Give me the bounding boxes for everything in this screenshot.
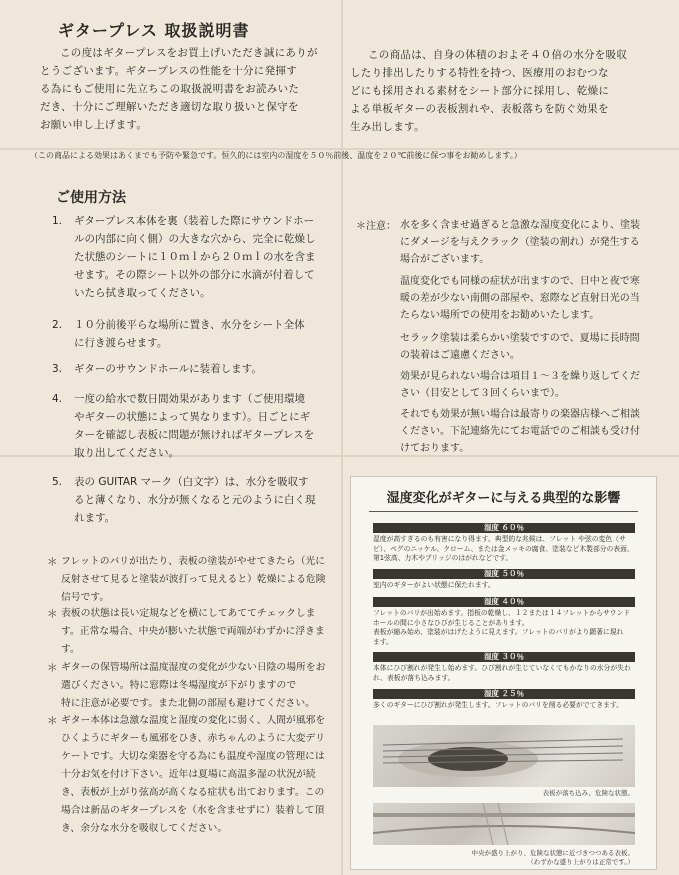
humidity-text-line: 室内のギターがよい状態に保たれます。: [373, 581, 495, 589]
intro-left: [40, 44, 335, 134]
humidity-text-line: ホールの間に小さなひびが生じることがあります。: [373, 618, 529, 627]
note-line: ギター本体は急激な温度と湿度の変化に弱く、人間が風邪を: [61, 715, 326, 726]
title-underline: [369, 511, 638, 512]
note-line: 十分お気を付け下さい。近年は夏場に高温多湿の状況が続: [61, 769, 316, 780]
note-line: ひくようにギターも風邪をひき、赤ちゃんのように大変デリ: [61, 733, 326, 744]
humidity-text-line: 多くのギターにひび割れが発生します。フレットのバリを削る必要がでてきます。: [373, 701, 623, 709]
humidity-level-bar: 湿度 ４０％: [373, 597, 635, 607]
guitar-photo-sunken-top: [373, 725, 635, 787]
caution-line: さい（目安として３回くらいまで）。: [400, 388, 565, 399]
humidity-text-line: 表板が縮み始め、塗装がはげたように見えます。フレットのバリがより顕著に現れ: [373, 628, 624, 636]
step-line: 表の GUITAR マーク（白文字）は、水分を吸収す: [74, 476, 309, 488]
intro-left-line: とうございます。ギタープレスの性能を十分に発揮す: [40, 65, 297, 77]
note-mark: ＊: [47, 715, 58, 727]
caution-line: セラック塗装は柔らかい塗装ですので、夏場に長時間: [400, 333, 640, 344]
step-line: せます。その際シート以外の部分に水滴が付着して: [74, 269, 315, 281]
intro-right-line: 生み出します。: [350, 121, 425, 133]
intro-right-line: よる単板ギターの表板割れや、表板落ちを防ぐ効果を: [350, 103, 609, 115]
step-line: 一度の給水で数日間効果があります（ご使用環境: [74, 393, 305, 405]
step-line: いたら拭き取ってください。: [74, 287, 211, 299]
note-line: 反射させて見ると塗装が波打って見えると）乾燥による危険: [61, 574, 326, 585]
step-line: た状態のシートに１０ｍｌから２０ｍｌの水を含ま: [74, 251, 316, 263]
note-line: フレットのバリが出たり、表板の塗装がやせてきたら（光に: [61, 556, 326, 567]
note-line: 特に注意が必要です。また北側の部屋も避けてください。: [61, 698, 315, 709]
step-item: [52, 212, 342, 302]
note-line: ギターの保管場所は温度湿度の変化が少ない日陰の場所をお: [61, 662, 326, 673]
humidity-level-text: [373, 609, 635, 647]
caution-line: にダメージを与えクラック（塗装の割れ）が発生する: [400, 237, 640, 248]
step-item: [52, 316, 342, 352]
humidity-text-line: 第1弦高、力木やブリッジのはがれなどです。: [373, 554, 513, 562]
caution-label: ＊注意：: [356, 221, 396, 232]
caution-line: たらない場所での使用をお勧めいたします。: [400, 310, 600, 321]
caution-line: 暖の差が少ない南側の部屋や、窓際など直射日光の当: [400, 293, 640, 304]
humidity-level-bar: 湿度 ５０％: [373, 569, 635, 579]
caption-line: 中央が盛り上がり、危険な状態に近づきつつある表板。: [471, 849, 634, 857]
caution-paragraph: [400, 217, 645, 268]
caution-paragraph: [400, 330, 645, 364]
humidity-effects-box: [350, 476, 657, 870]
step-number: 2.: [52, 319, 63, 331]
step-number: 5.: [52, 476, 63, 488]
step-line: ルの内部に向く側）の大きな穴から、完全に乾燥し: [74, 233, 316, 245]
humidity-level-text: [373, 535, 635, 564]
step-line: ギターのサウンドホールに装着します。: [74, 363, 262, 375]
note-mark: ＊: [47, 556, 58, 568]
intro-right: [350, 46, 655, 136]
caution-note: [47, 553, 337, 607]
humidity-level-text: [373, 701, 635, 711]
caution-line: けております。: [400, 443, 470, 454]
guitar-soundhole-illustration: [373, 725, 635, 787]
caution-line: 水を多く含ませ過ぎると急激な湿度変化により、塗装: [400, 220, 640, 231]
caution-line: の装着はご遠慮ください。: [400, 350, 520, 361]
caution-line: それでも効果が無い場合は最寄りの楽器店様へご相談: [400, 409, 640, 420]
humidity-text-line: 本体にひび割れが発生し始めます。ひび割れが生じていなくてもかなりの水分が失わ: [373, 664, 631, 672]
caution-paragraph: [400, 273, 645, 324]
note-line: 選びください。特に窓際は冬場湿度が下がりますので: [61, 680, 297, 691]
note-mark: ＊: [47, 662, 58, 674]
intro-right-line: したり排出したりする特性を持つ、医療用のおむつな: [350, 67, 609, 79]
intro-left-line: お願い申し上げます。: [40, 119, 148, 131]
humidity-level-text: [373, 664, 635, 683]
humidity-level-bar: 湿度 ２５％: [373, 689, 635, 699]
note-line: き、余分な水分を吸収してください。: [61, 823, 228, 834]
step-line: １０分前後平らな場所に置き、水分をシート全体: [74, 319, 305, 331]
step-number: 4.: [52, 393, 63, 405]
step-line: ると薄くなり、水分が無くなると元のように白く現: [74, 494, 316, 506]
caption-line: （わずかな盛り上がりは正常です。）: [527, 858, 634, 866]
intro-right-line: どにも採用される素材をシート部分に採用し、乾燥に: [350, 85, 610, 97]
step-line: ギタープレス本体を裏（装着した際にサウンドホー: [74, 215, 315, 227]
note-line: す。正常な場合、中央が膨いた状態で両端がわずかに浮きま: [61, 626, 325, 637]
usage-heading: ご使用方法: [56, 190, 126, 206]
humidity-text-line: ます。: [373, 637, 393, 646]
ruler-check-illustration: [373, 803, 635, 845]
photo-caption: [472, 849, 635, 867]
caution-note: [47, 659, 337, 713]
note-line: 表板の状態は長い定規などを横にしてあててチェックしま: [61, 608, 316, 619]
humidity-text-line: フレットのバリが出始めます。指板の乾燥し、１２または１４フレットからサウンド: [373, 609, 631, 617]
humidity-text-line: 湿度が高すぎるのも有害になり得ます。典型的な兆候は、フレット や弦の変色（サ: [373, 535, 626, 543]
caution-line: ください。下記連絡先にてお電話でのご相談も受け付: [400, 426, 640, 437]
note-line: す。: [61, 644, 80, 655]
caution-note: [47, 605, 337, 659]
intro-right-line: この商品は、自身の体積のおよそ４０倍の水分を吸収: [368, 49, 628, 61]
step-line: やギターの状態によって異なります）。日ごとにギ: [74, 411, 311, 423]
intro-left-line: この度はギタープレスをお買上げいただき誠にありが: [60, 47, 318, 59]
guitar-photo-bulging-top: [373, 803, 635, 845]
note-line: 信号です。: [61, 592, 110, 603]
step-line: に行き渡らせます。: [74, 337, 168, 349]
caution-paragraph: [400, 368, 645, 402]
humidity-level-text: [373, 581, 635, 591]
step-item: [52, 390, 342, 462]
caution-line: 温度変化でも同様の症状が出ますので、日中と夜で寒: [400, 276, 640, 287]
step-number: 1.: [52, 215, 63, 227]
humidity-text-line: ビ）、ペグのニッケル、クローム、または金メッキの腐食、塗装など木製部分の表面、: [373, 544, 634, 553]
photo-caption: 表板が落ち込み、危険な状態。: [542, 789, 634, 797]
humidity-level-bar: 湿度 ６０％: [373, 523, 635, 533]
caution-paragraph: [400, 406, 645, 457]
caution-line: 場合がございます。: [400, 254, 490, 265]
step-line: ターを確認し表板に問題が無ければギタープレスを: [74, 429, 315, 441]
step-line: 取り出してください。: [74, 447, 179, 459]
caution-note: [47, 712, 337, 838]
disclaimer: （この商品による効果はあくまでも予防や緊急です。恒久的には室内の湿度を５０％前後、温度を２０℃前後に保つ事をお勧めします。）: [30, 151, 522, 160]
page-title: ギタープレス 取扱説明書: [58, 21, 250, 40]
note-mark: ＊: [47, 608, 58, 620]
note-line: 場合は新品のギタープレスを（水を含ませずに）装着して頂: [61, 805, 325, 816]
humidity-text-line: れ、表板が落ち込みます。: [373, 673, 455, 682]
humidity-level-bar: 湿度 ３０％: [373, 652, 635, 662]
caution-line: 効果が見られない場合は項目１～３を繰り返してくだ: [400, 371, 640, 382]
note-line: き、表板が上がり弦高が高くなる症状も出ております。この: [61, 787, 325, 798]
step-line: れます。: [74, 512, 116, 524]
intro-left-line: る為にもご使用に先立ちこの取扱説明書をお読みいた: [40, 83, 300, 95]
intro-left-line: だき、十分にご理解いただき適切な取り扱いと保守を: [40, 101, 299, 113]
note-line: ケートです。大切な楽器を守る為にも温度や湿度の管理には: [61, 751, 325, 762]
humidity-box-title: 湿度変化がギターに与える典型的な影響: [386, 491, 621, 506]
step-item: [52, 360, 342, 378]
step-item: [52, 473, 342, 527]
step-number: 3.: [52, 363, 63, 375]
